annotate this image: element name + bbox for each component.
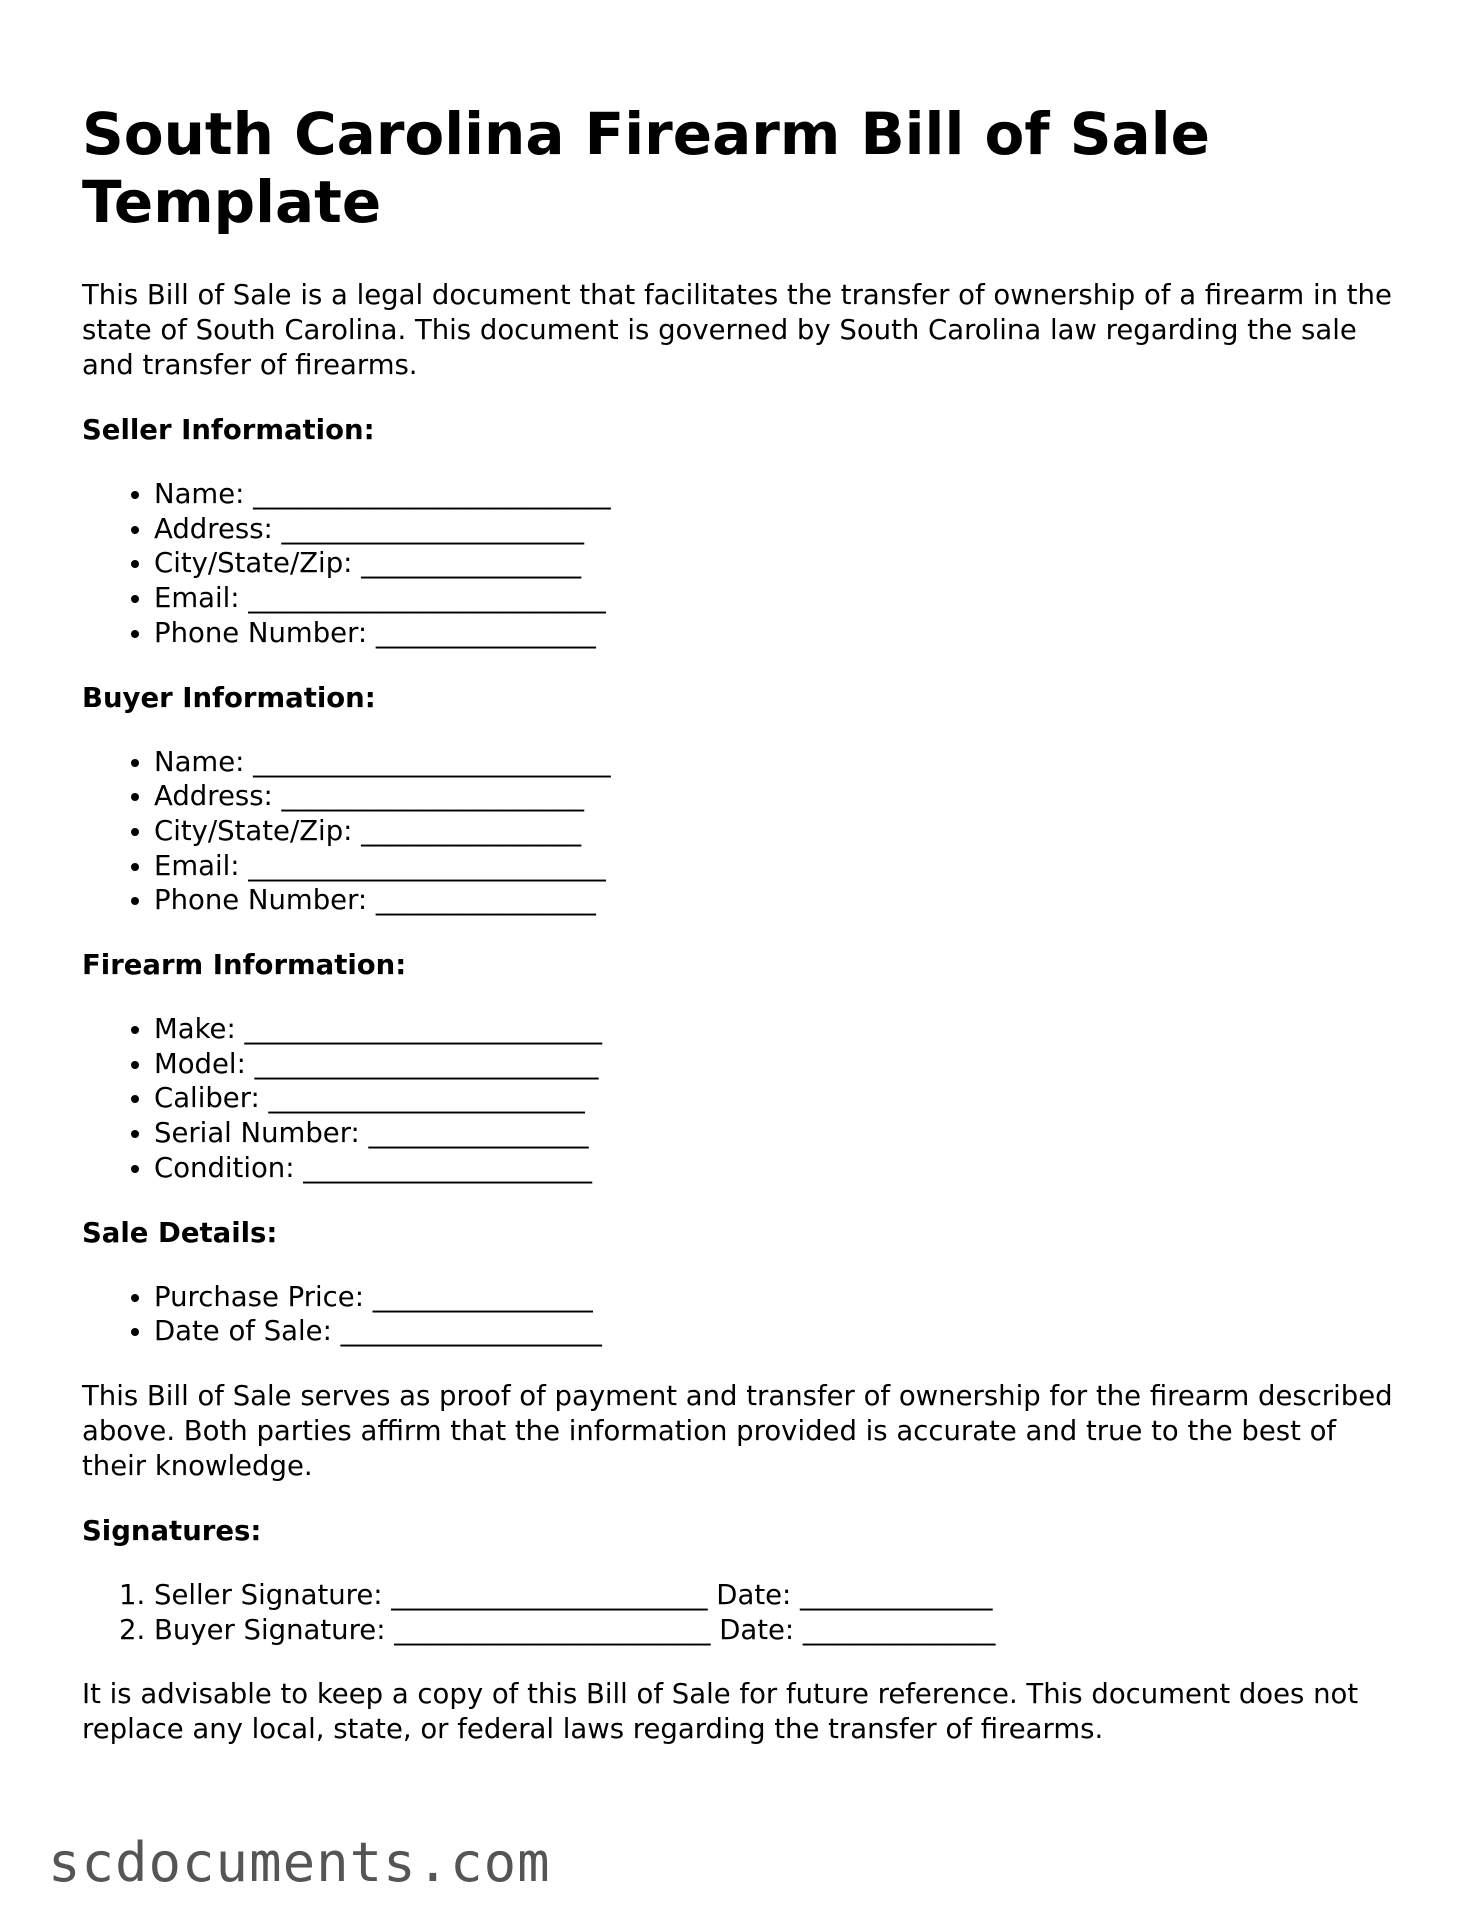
closing-paragraph: It is advisable to keep a copy of this Bill of Sale for future reference. This document does not replace any local, state, or federal laws regarding the transfer of firearms. (82, 1678, 1359, 1746)
intro-paragraph: This Bill of Sale is a legal document that facilitates the transfer of ownership of a firearm in the state of South Carolina. This document is governed by South Carolina law regarding the sale and transfer of firearms. (82, 279, 1392, 381)
affirmation-paragraph: This Bill of Sale serves as proof of payment and transfer of ownership for the firearm described above. Both parties affirm that the information provided is accurate and true to the best of their knowledge. (82, 1379, 1393, 1482)
sale-heading: Sale Details: (82, 1216, 278, 1249)
seller-signature-line: 1. Seller Signature: _______________________ Date: ______________ (154, 1578, 1402, 1613)
document-title: South Carolina Firearm Bill of Sale Template (82, 100, 1210, 236)
seller-address-field: • Address: ______________________ (154, 512, 1402, 547)
document (82, 100, 1402, 1777)
firearm-condition-field: • Condition: _____________________ (154, 1151, 1402, 1186)
sale-list (82, 1280, 1402, 1349)
seller-email-field: • Email: __________________________ (154, 581, 1402, 616)
buyer-heading: Buyer Information: (82, 681, 376, 714)
seller-name-field: • Name: __________________________ (154, 477, 1402, 512)
buyer-phone-field: • Phone Number: ________________ (154, 883, 1402, 918)
firearm-heading: Firearm Information: (82, 949, 407, 982)
purchase-price-field: • Purchase Price: ________________ (154, 1280, 1402, 1315)
firearm-caliber-field: • Caliber: _______________________ (154, 1081, 1402, 1116)
buyer-address-field: • Address: ______________________ (154, 779, 1402, 814)
buyer-city-state-zip-field: • City/State/Zip: ________________ (154, 814, 1402, 849)
seller-heading: Seller Information: (82, 414, 375, 446)
signatures-heading: Signatures: (82, 1514, 262, 1547)
firearm-model-field: • Model: _________________________ (154, 1047, 1402, 1082)
firearm-list (82, 1012, 1402, 1186)
firearm-make-field: • Make: __________________________ (154, 1012, 1402, 1047)
firearm-serial-field: • Serial Number: ________________ (154, 1116, 1402, 1151)
buyer-name-field: • Name: __________________________ (154, 745, 1402, 780)
buyer-email-field: • Email: __________________________ (154, 849, 1402, 884)
seller-list (82, 477, 1402, 651)
seller-city-state-zip-field: • City/State/Zip: ________________ (154, 546, 1402, 581)
site-watermark: scdocuments.com (48, 1831, 551, 1894)
buyer-signature-line: 2. Buyer Signature: _______________________ Date: ______________ (154, 1613, 1402, 1648)
seller-phone-field: • Phone Number: ________________ (154, 616, 1402, 651)
date-of-sale-field: • Date of Sale: ___________________ (154, 1314, 1402, 1349)
buyer-list (82, 745, 1402, 919)
signatures-list (82, 1578, 1402, 1647)
